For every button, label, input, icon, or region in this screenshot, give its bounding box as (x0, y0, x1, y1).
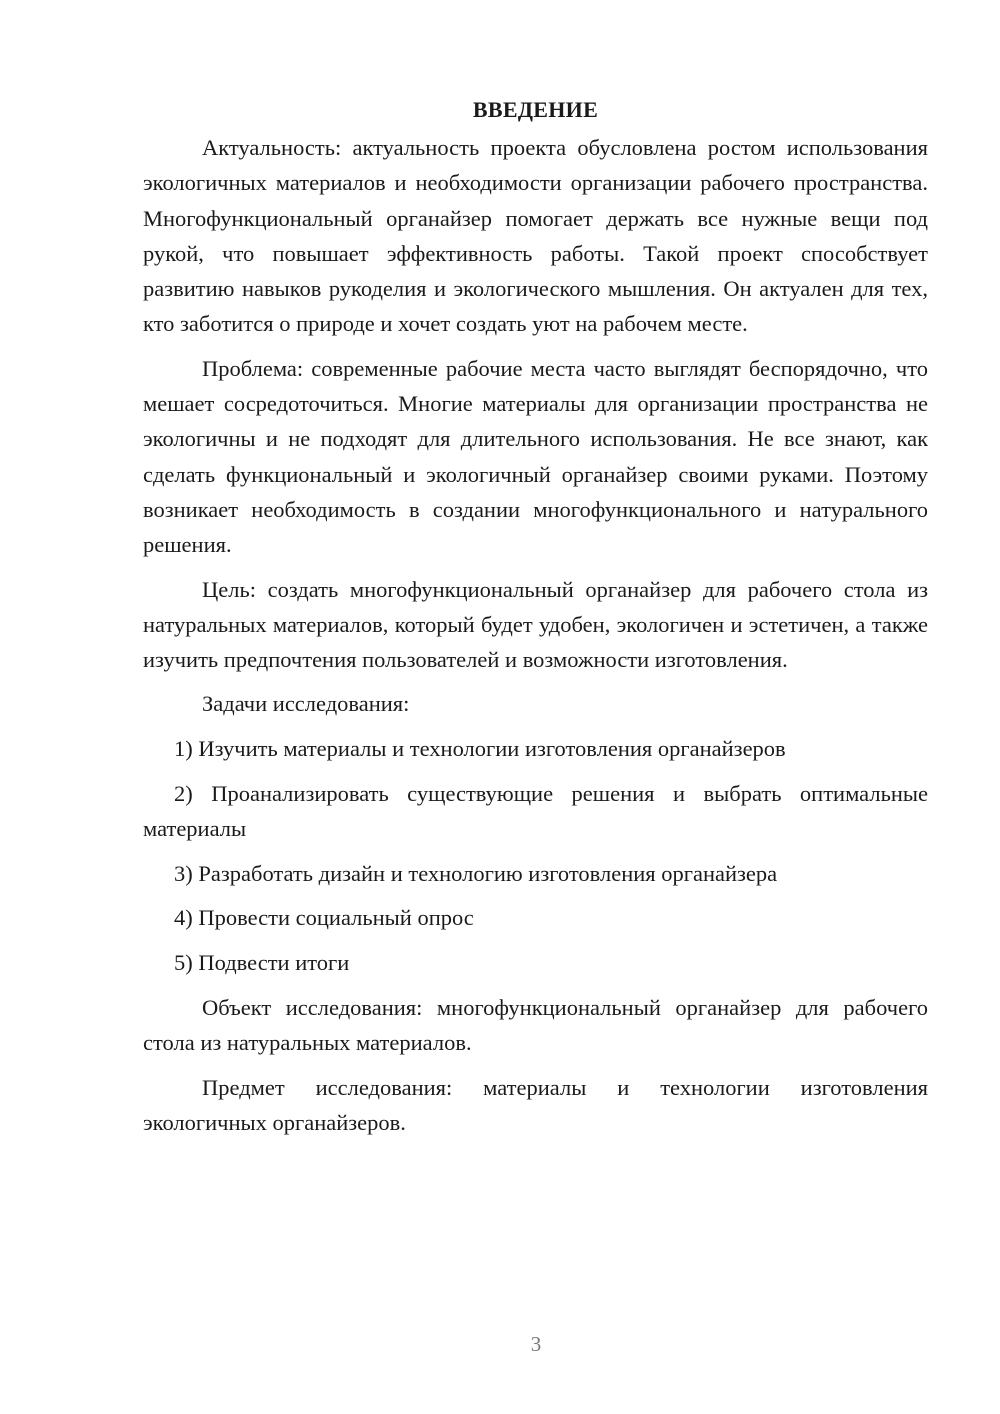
task-item: 5) Подвести итоги (174, 950, 350, 976)
subject-paragraph: Предмет исследования: материалы и технологии изготовления экологичных органайзеров. (143, 1074, 928, 1135)
tasks-title: Задачи исследования: (202, 691, 410, 717)
object-paragraph: Объект исследования: многофункциональный органайзер для рабочего стола из натуральных материалов. (143, 995, 928, 1056)
goal-paragraph: Цель: создать многофункциональный органайзер для рабочего стола из натуральных материалов, который будет удобен, экологичен и эстетичен, а также изучить предпочтения пользователей и возможности изготовления. (143, 576, 928, 673)
task-item: 4) Провести социальный опрос (174, 905, 474, 931)
task-item: 2) Проанализировать существующие решения и выбрать оптимальные материалы (143, 780, 928, 841)
task-item: 1) Изучить материалы и технологии изготовления органайзеров (174, 735, 786, 761)
problem-paragraph: Проблема: современные рабочие места часто выглядят беспорядочно, что мешает сосредоточиться. Многие материалы для организации пространства не экологичны и не подходят для длительного использования. Не все знают, как сделать функциональный и экологичный органайзер своими руками. Поэтому возникает необходимость в создании многофункционального и натурального решения. (143, 355, 928, 558)
tasks-list (143, 731, 928, 981)
task-item: 3) Разработать дизайн и технологию изготовления органайзера (174, 860, 778, 886)
relevance-paragraph: Актуальность: актуальность проекта обусловлена ростом использования экологичных материалов и необходимости организации рабочего пространства. Многофункциональный органайзер помогает держать все нужные вещи под рукой, что повышает эффективность работы. Такой проект способствует развитию навыков рукоделия и экологического мышления. Он актуален для тех, кто заботится о природе и хочет создать уют на рабочем месте. (143, 135, 928, 337)
document-page (143, 92, 928, 1149)
section-heading: ВВЕДЕНИЕ (472, 97, 599, 122)
page-number: 3 (530, 1332, 542, 1356)
